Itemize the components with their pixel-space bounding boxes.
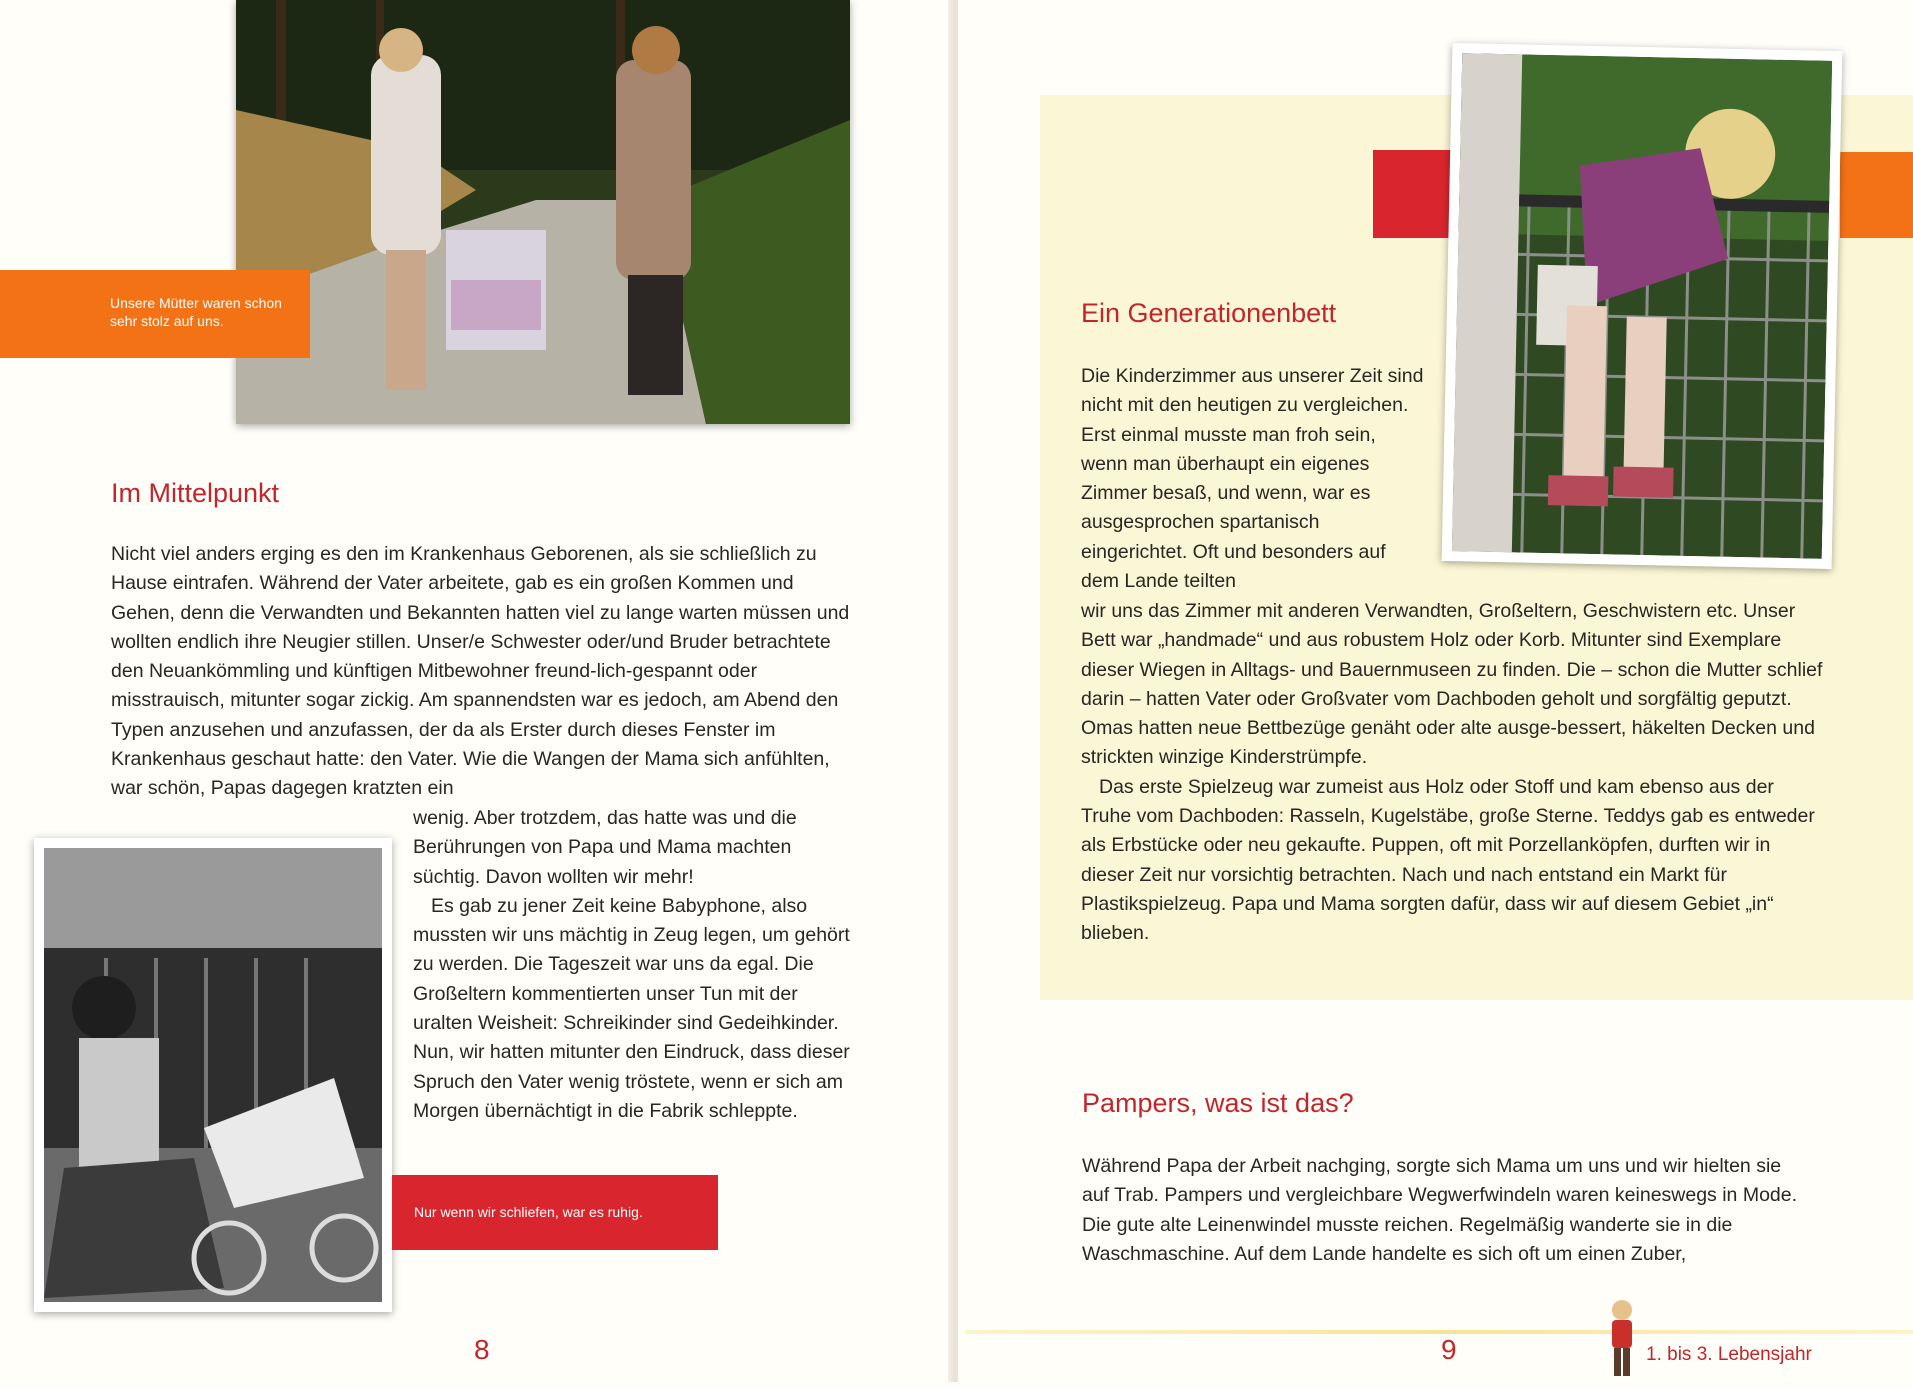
left-body-text [111, 540, 851, 804]
caption-red [392, 1175, 718, 1250]
right-body-text-wide [1081, 597, 1826, 949]
footer-rule [965, 1330, 1913, 1334]
right-paragraph-1-continued: wir uns das Zimmer mit anderen Verwandten, Großeltern, Geschwistern etc. Unser Bett war „handmade“ und aus robustem Holz oder Korb. Mitunter sind Exemplare dieser Wiegen in Alltags- und Bauernmuseen zu finden. Die – schon die Mutter schlief darin – hatten Vater oder Großvater vom Dachboden geholt und sorgfältig geputzt. Omas hatten neue Bettbezüge genäht oder alte ausge-bessert, häkelten Decken und strickten winzige Kinderstrümpfe. [1081, 600, 1823, 769]
orange-accent-block [1840, 152, 1913, 238]
caption-orange-text: Unsere Mütter waren schon sehr stolz auf uns. [110, 295, 282, 329]
footer-section-label: 1. bis 3. Lebensjahr [1646, 1344, 1812, 1365]
left-paragraph-2: Es gab zu jener Zeit keine Babyphone, also mussten wir uns mächtig in Zeug legen, um gehört zu werden. Die Tageszeit war uns da egal. Die Großeltern kommentierten unser Tun mit der uralten Weisheit: Schreikinder sind Gedeihkinder. Nun, wir hatten mitunter den Eindruck, dass dieser Spruch den Vater wenig tröstete, wenn er sich am Morgen übernächtigt in die Fabrik schleppte. [413, 894, 850, 1122]
heading-ein-generationenbett: Ein Generationenbett [1081, 298, 1337, 328]
right-body-text-narrow [1081, 362, 1426, 596]
right-paragraph-3: Während Papa der Arbeit nachging, sorgte sich Mama um uns und wir hielten sie auf Trab. Pampers und vergleichbare Wegwerfwindeln waren keineswegs in Mode. Die gute alte Leinenwindel musste reichen. Regelmäßig wanderte sie in die Waschmaschine. Auf dem Lande handelte es sich oft um einen Zuber, [1082, 1155, 1798, 1265]
left-body-text-continued [413, 804, 858, 1126]
heading-pampers: Pampers, was ist das? [1082, 1088, 1354, 1118]
heading-im-mittelpunkt: Im Mittelpunkt [111, 478, 280, 508]
photo-girl-climbing-fence [1442, 43, 1843, 569]
photo-mothers-with-pram [236, 0, 850, 424]
left-paragraph-1-continued: wenig. Aber trotzdem, das hatte was und die Berührungen von Papa und Mama machten süchtig. Davon wollten wir mehr! [413, 807, 797, 888]
caption-orange [0, 270, 310, 358]
right-body-text-bottom [1082, 1152, 1812, 1269]
page-number-left: 8 [474, 1334, 490, 1365]
caption-red-text: Nur wenn wir schliefen, war es ruhig. [414, 1204, 643, 1220]
page-number-right: 9 [1441, 1334, 1457, 1365]
child-figure-icon [1602, 1296, 1642, 1382]
photo-woman-with-pram [34, 838, 392, 1312]
right-paragraph-2: Das erste Spielzeug war zumeist aus Holz oder Stoff und kam ebenso aus der Truhe vom Dachboden: Rasseln, Kugelstäbe, große Sterne. Teddys gab es entweder als Erbstücke oder neu gekaufte. Puppen, oft mit Porzellanköpfen, durften wir in dieser Zeit nur vorsichtig betrachten. Nach und nach entstand ein Markt für Plastikspielzeug. Papa und Mama sorgten dafür, dass wir auf diesem Gebiet „in“ blieben. [1081, 775, 1815, 945]
right-paragraph-1: Die Kinderzimmer aus unserer Zeit sind nicht mit den heutigen zu vergleichen. Erst einmal musste man froh sein, wenn man überhaupt ein eigenes Zimmer besaß, und wenn, war es ausgesprochen spartanisch eingerichtet. Oft und besonders auf dem Lande teilten [1081, 365, 1424, 593]
left-paragraph-1: Nicht viel anders erging es den im Krankenhaus Geborenen, als sie schließlich zu Hause eintrafen. Während der Vater arbeitete, gab es ein großen Kommen und Gehen, denn die Verwandten und Bekannten hatten viel zu lange warten müssen und wollten endlich ihre Neugier stillen. Unser/e Schwester oder/und Bruder betrachtete den Neuankömmling und künftigen Mitbewohner freund-lich-gespannt oder misstrauisch, mitunter sogar zickig. Am spannendsten war es jedoch, am Abend den Typen anzusehen und anzufassen, der da als Erster durch dieses Fenster im Krankenhaus geschaut hatte: den Vater. Wie die Wangen der Mama sich anfühlten, war schön, Papas dagegen kratzten ein [111, 543, 850, 800]
